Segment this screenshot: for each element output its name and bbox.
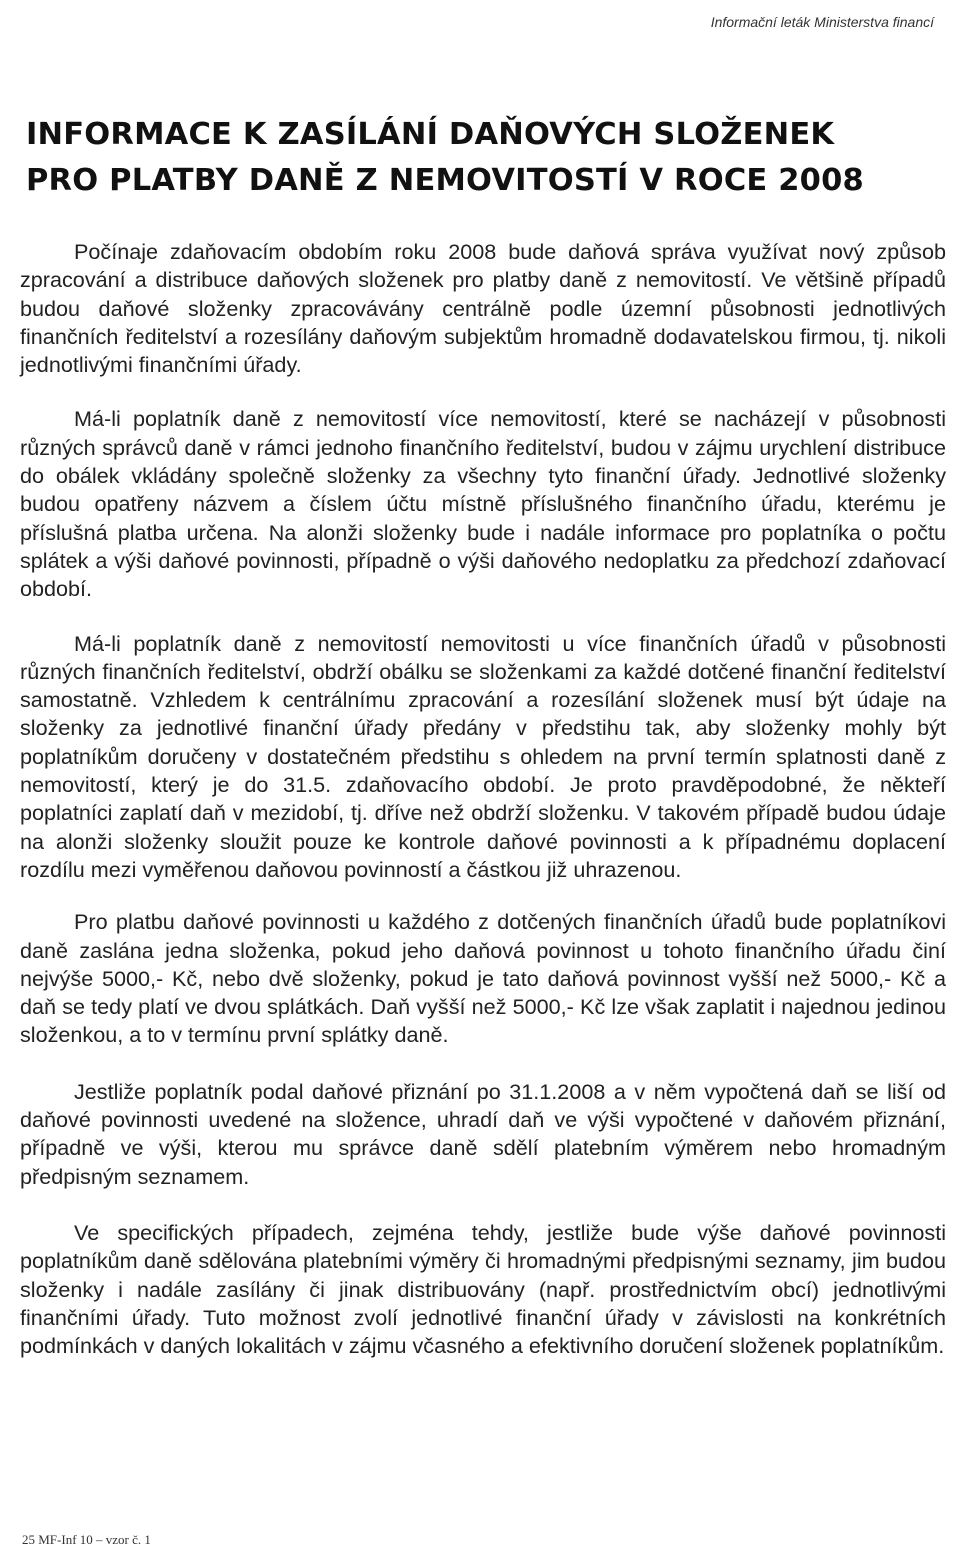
title-line-2: PRO PLATBY DANĚ Z NEMOVITOSTÍ V ROCE 2008 (26, 163, 864, 198)
document-body (20, 238, 946, 1360)
document-title (26, 112, 946, 204)
paragraph-specific-cases: Ve specifických případech, zejména tehdy, jestliže bude výše daňové povinnosti poplatníkům daně sdělována platebními výměry či hromadnými předpisnými seznamy, jim budou složenky i nadále zasílány či jinak distribuovány (např. prostřednictvím obcí) jednotlivými finančními úřady. Tuto možnost zvolí jednotlivé finanční úřady v závislosti na konkrétních podmínkách v daných lokalitách v zájmu včasného a efektivního doručení složenek poplatníkům. (20, 1219, 946, 1359)
paragraph-intro: Počínaje zdaňovacím obdobím roku 2008 bude daňová správa využívat nový způsob zpracování a distribuce daňových složenek pro platby daně z nemovitostí. Ve většině případů budou daňové složenky zpracovávány centrálně podle územní působnosti jednotlivých finančních ředitelství a rozesílány daňovým subjektům hromadně dodavatelskou firmou, tj. nikoli jednotlivými finančními úřady. (20, 239, 946, 378)
paragraph-multiple-directorates: Má-li poplatník daně z nemovitostí nemovitosti u více finančních úřadů v působnosti různých finančních ředitelství, obdrží obálku se složenkami za každé dotčené finanční ředitelství samostatně. Vzhledem k centrálnímu zpracování a rozesílání složenek musí být údaje na složenky za jednotlivé finanční úřady předány v předstihu tak, aby složenky mohly být poplatníkům doručeny v dostatečném předstihu s ohledem na první termín splatnosti daně z nemovitostí, který je do 31.5. zdaňovacího období. Je proto pravděpodobné, že někteří poplatníci zaplatí daň v mezidobí, tj. dříve než obdrží složenku. V takovém případě budou údaje na alonži složenky sloužit pouze ke kontrole daňové povinnosti a k případnému doplacení rozdílu mezi vyměřenou daňovou povinností a částkou již uhrazenou. (20, 630, 946, 882)
title-line-1: INFORMACE K ZASÍLÁNÍ DAŇOVÝCH SLOŽENEK (26, 117, 835, 152)
leaflet-source-note: Informační leták Ministerstva financí (710, 14, 934, 30)
paragraph-payment-slips: Pro platbu daňové povinnosti u každého z dotčených finančních úřadů bude poplatníkovi daně zaslána jedna složenka, pokud jeho daňová povinnost u tohoto finančního úřadu činí nejvýše 5000,- Kč, nebo dvě složenky, pokud je tato daňová povinnost vyšší než 5000,- Kč a daň se tedy platí ve dvou splátkách. Daň vyšší než 5000,- Kč lze však zaplatit i najednou jedinou složenkou, a to v termínu první splátky daně. (20, 909, 946, 1048)
paragraph-tax-return: Jestliže poplatník podal daňové přiznání po 31.1.2008 a v něm vypočtená daň se liší od daňové povinnosti uvedené na složence, uhradí daň ve výši vypočtené v daňovém přiznání, případně ve výši, kterou mu správce daně sdělí platebním výměrem nebo hromadným předpisným seznamem. (20, 1078, 946, 1189)
paragraph-multiple-properties: Má-li poplatník daně z nemovitostí více nemovitostí, které se nacházejí v působnosti různých správců daně v rámci jednoho finančního ředitelství, budou v zájmu urychlení distribuce do obálek vkládány společně složenky za všechny tyto finanční úřady. Jednotlivé složenky budou opatřeny názvem a číslem účtu místně příslušného finančního úřadu, kterému je příslušná platba určena. Na alonži složenky bude i nadále informace pro poplatníka o počtu splátek a výši daňové povinnosti, případně o výši daňového nedoplatku za předchozí zdaňovací období. (20, 406, 946, 602)
form-code: 25 MF-Inf 10 – vzor č. 1 (22, 1532, 151, 1547)
